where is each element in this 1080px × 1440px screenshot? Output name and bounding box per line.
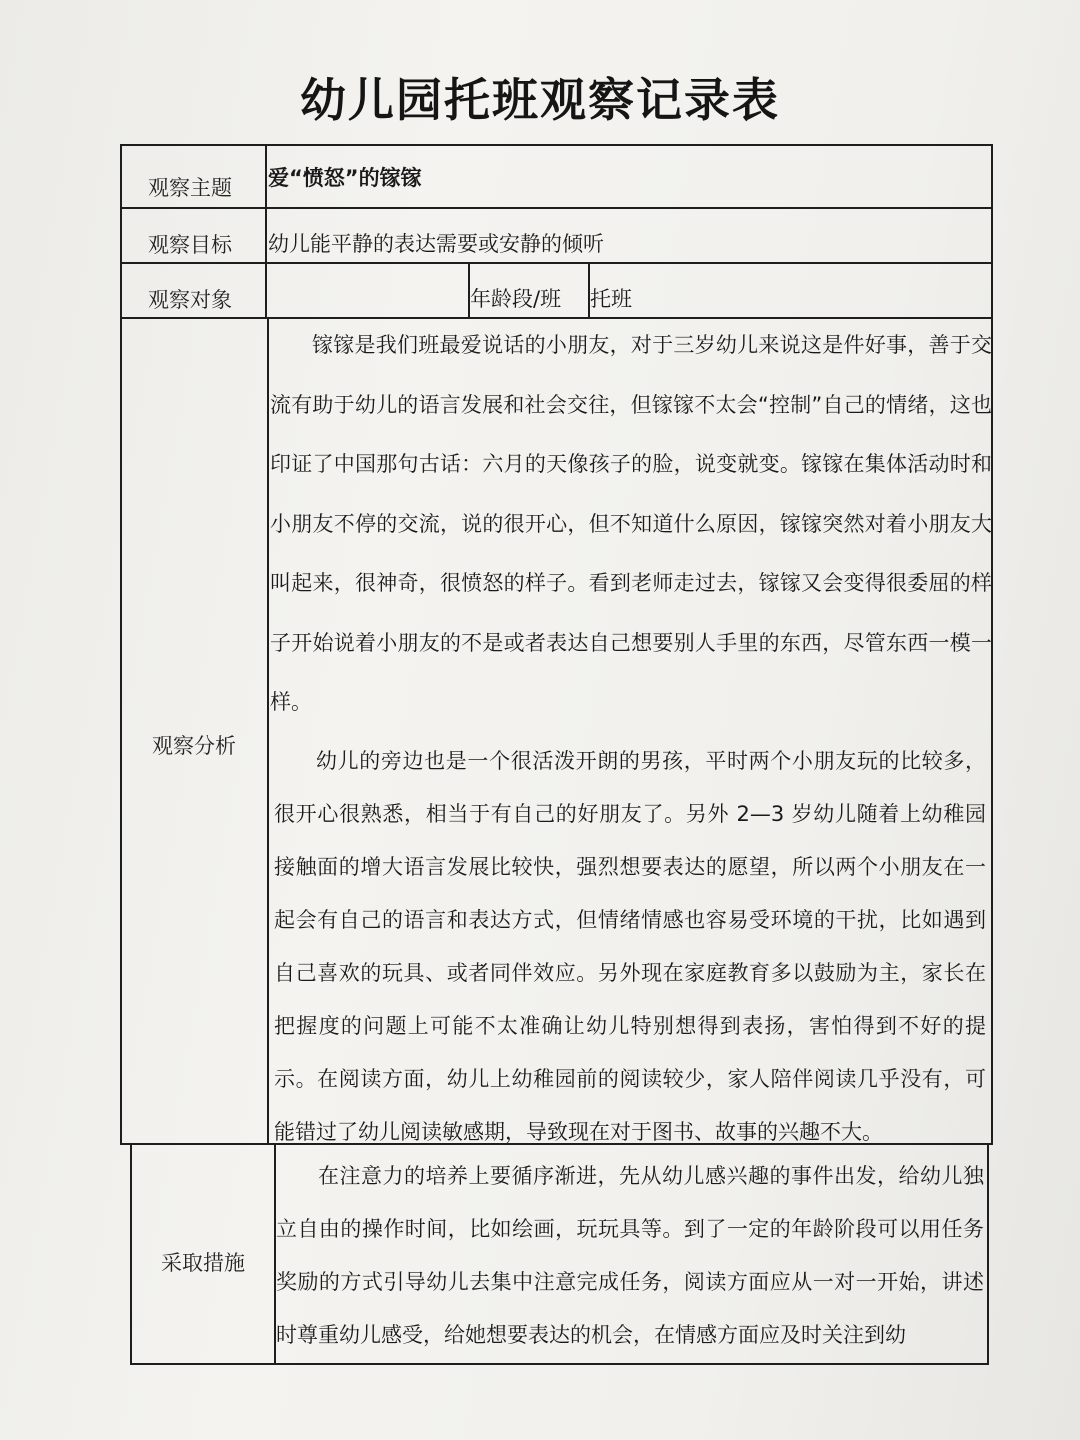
age-group-label: 年龄段/班	[470, 287, 562, 311]
row-divider	[120, 262, 993, 264]
analysis-paragraph-1: 镓镓是我们班最爱说话的小朋友，对于三岁幼儿来说这是件好事，善于交流有助于幼儿的语言发展和社会交往，但镓镓不太会“控制”自己的情绪，这也印证了中国那句古话：六月的天像孩子的脸，说变就变。镓镓在集体活动时和小朋友不停的交流，说的很开心，但不知道什么原因，镓镓突然对着小朋友大叫起来，很神奇，很愤怒的样子。看到老师走过去，镓镓又会变得很委屈的样子开始说着小朋友的不是或者表达自己想要别人手里的东西，尽管东西一模一样。	[270, 333, 992, 714]
row-divider	[120, 207, 993, 209]
goal-value: 幼儿能平静的表达需要或安静的倾听	[268, 232, 604, 256]
column-divider	[267, 318, 269, 1145]
measures-label: 采取措施	[161, 1251, 245, 1275]
column-divider	[265, 144, 267, 318]
document-title: 幼儿园托班观察记录表	[300, 73, 780, 127]
age-group-value: 托班	[590, 287, 632, 311]
measures-paragraph: 在注意力的培养上要循序渐进，先从幼儿感兴趣的事件出发，给幼儿独立自由的操作时间，比如绘画，玩玩具等。到了一定的年龄阶段可以用任务奖励的方式引导幼儿去集中注意完成任务，阅读方面应从一对一开始，讲述时尊重幼儿感受，给她想要表达的机会，在情感方面应及时关注到幼	[276, 1164, 984, 1347]
goal-label: 观察目标	[148, 233, 232, 257]
theme-value: 爱“愤怒”的镓镓	[268, 166, 422, 190]
analysis-label: 观察分析	[152, 734, 236, 758]
theme-label: 观察主题	[148, 176, 232, 200]
analysis-paragraph-2: 幼儿的旁边也是一个很活泼开朗的男孩，平时两个小朋友玩的比较多，很开心很熟悉，相当于有自己的好朋友了。另外 2—3 岁幼儿随着上幼稚园接触面的增大语言发展比较快，强烈想要表达的愿望，所以两个小朋友在一起会有自己的语言和表达方式，但情绪情感也容易受环境的干扰，比如遇到自己喜欢的玩具、或者同伴效应。另外现在家庭教育多以鼓励为主，家长在把握度的问题上可能不太准确让幼儿特别想得到表扬，害怕得到不好的提示。在阅读方面，幼儿上幼稚园前的阅读较少，家人陪伴阅读几乎没有，可能错过了幼儿阅读敏感期，导致现在对于图书、故事的兴趣不大。	[274, 749, 986, 1144]
subject-label: 观察对象	[148, 288, 232, 312]
